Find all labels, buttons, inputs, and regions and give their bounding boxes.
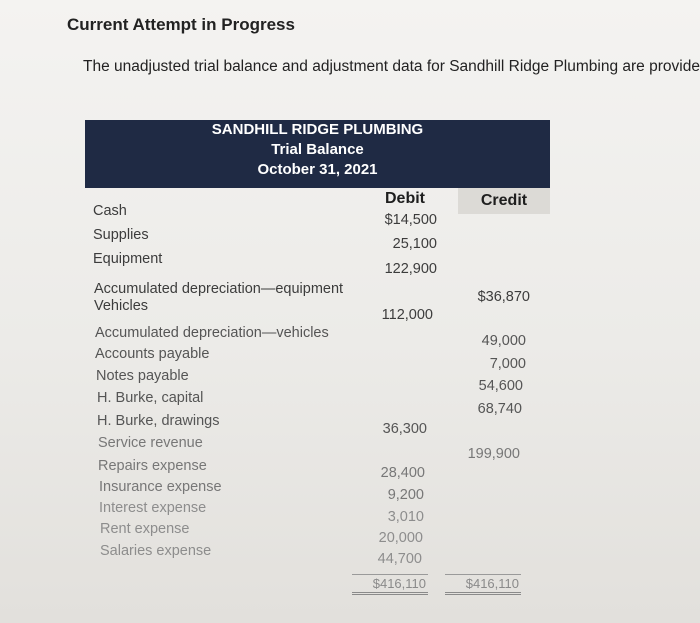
debit-amount: 25,100 (392, 236, 437, 252)
debit-amount: 112,000 (381, 307, 433, 323)
credit-amount: 49,000 (481, 333, 526, 349)
debit-column-header: Debit (385, 190, 425, 207)
debit-amount: 3,010 (387, 509, 424, 525)
trial-balance-header (85, 120, 550, 188)
account-label: Accounts payable (95, 346, 210, 362)
debit-amount: 9,200 (387, 487, 424, 503)
account-label: Repairs expense (98, 458, 207, 474)
credit-column-header: Credit (458, 188, 550, 214)
statement-title: Trial Balance (271, 141, 364, 158)
debit-amount: 20,000 (378, 530, 423, 546)
account-label: Insurance expense (99, 479, 222, 495)
problem-intro: The unadjusted trial balance and adjustment data for Sandhill Ridge Plumbing are provide (83, 58, 700, 75)
account-label: Salaries expense (100, 543, 212, 559)
account-label: Service revenue (98, 435, 203, 451)
account-label: H. Burke, capital (97, 390, 204, 406)
account-label: Notes payable (96, 368, 189, 384)
credit-amount: 68,740 (477, 401, 522, 417)
account-label: Vehicles (94, 298, 149, 314)
company-name: SANDHILL RIDGE PLUMBING (211, 121, 424, 138)
debit-amount: 44,700 (377, 551, 422, 567)
total-credit: $416,110 (445, 574, 521, 595)
debit-amount: 28,400 (380, 465, 425, 481)
account-label: Equipment (93, 251, 163, 267)
account-label: Interest expense (99, 500, 207, 516)
account-label: H. Burke, drawings (97, 413, 220, 429)
account-label: Cash (93, 203, 127, 219)
attempt-heading: Current Attempt in Progress (67, 15, 295, 34)
account-label: Accumulated depreciation—vehicles (95, 325, 329, 341)
credit-amount: $36,870 (477, 289, 530, 305)
account-label: Accumulated depreciation—equipment (94, 281, 344, 297)
credit-amount: 54,600 (478, 378, 523, 394)
statement-date: October 31, 2021 (257, 161, 378, 178)
account-label: Rent expense (100, 521, 190, 537)
total-debit: $416,110 (352, 574, 428, 595)
credit-amount: 199,900 (467, 446, 520, 462)
debit-amount: 122,900 (384, 261, 437, 277)
debit-amount: $14,500 (384, 212, 437, 228)
credit-amount: 7,000 (489, 356, 526, 372)
debit-amount: 36,300 (382, 421, 427, 437)
account-label: Supplies (93, 227, 149, 243)
